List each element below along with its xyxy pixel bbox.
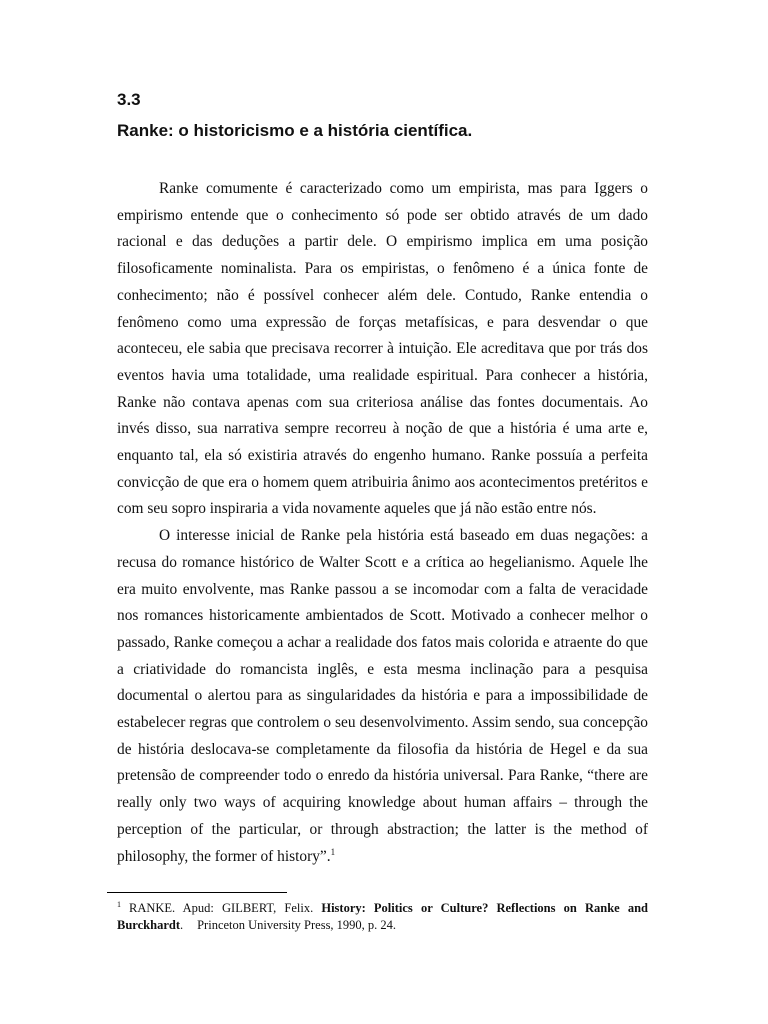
paragraph-2-text: O interesse inicial de Ranke pela história está baseado em duas negações: a recusa do romance histórico de Walter Scott e a crítica ao hegelianismo. Aquele lhe era muito envolvente, mas Ranke passou a se incomodar com a falta de veracidade nos romances historicamente ambientados de Scott. Motivado a conhecer melhor o passado, Ranke começou a achar a realidade dos fatos mais colorida e atraente do que a criatividade do romancista inglês, e esta mesma inclinação para a pesquisa documental o alertou para as singularidades da história e para a impossibilidade de estabelecer regras que controlem o seu desenvolvimento. Assim sendo, sua concepção de história deslocava-se completamente da filosofia da história de Hegel e da sua pretensão de compreender todo o enredo da história universal. Para Ranke, “there are really only two ways of acquiring knowledge about human affairs – through the perception of the particular, or through abstraction; the latter is the method of philosophy, the former of history”. bbox=[117, 527, 648, 865]
footnote-title-period: . bbox=[179, 918, 184, 932]
section-number: 3.3 bbox=[117, 90, 141, 109]
paragraph-1-text: Ranke comumente é caracterizado como um empirista, mas para Iggers o empirismo entende que o conhecimento só pode ser obtido através de um dado racional e das deduções a partir dele. O empirismo implica em uma posição filosoficamente nominalista. Para os empiristas, o fenômeno é a única fonte de conhecimento; não é possível conhecer além dele. Contudo, Ranke entendia o fenômeno como uma expressão de forças metafísicas, e para desvendar o que aconteceu, ele sabia que precisava recorrer à intuição. Ele acreditava que por trás dos eventos havia uma totalidade, uma realidade espiritual. Para conhecer a história, Ranke não contava apenas com sua criteriosa análise das fontes documentais. Ao invés disso, sua narrativa sempre recorreu à noção de que a história é uma arte e, enquanto tal, ela só existiria através do engenho humano. Ranke possuía a perfeita convicção de que era o homem quem atribuiria ânimo aos acontecimentos pretéritos e com seu sopro inspiraria a vida novamente aqueles que já não estão entre nós. bbox=[117, 180, 648, 518]
section-title: Ranke: o historicismo e a história científica. bbox=[117, 121, 473, 140]
paragraph-2 bbox=[117, 523, 648, 870]
footnote-divider bbox=[107, 892, 287, 893]
footnote-lead: RANKE. Apud: GILBERT, Felix. bbox=[129, 901, 314, 915]
footnote-marker: 1 bbox=[117, 900, 121, 909]
body-text bbox=[117, 176, 648, 870]
footnote-work-title: History: Politics or Culture? Reflections on Ranke and Burckhardt bbox=[117, 901, 648, 932]
footnote-reference[interactable]: 1 bbox=[330, 846, 336, 857]
footnote-publisher: Princeton University Press, 1990, p. 24. bbox=[197, 918, 397, 932]
footnote bbox=[117, 900, 648, 934]
paragraph-1 bbox=[117, 176, 648, 523]
